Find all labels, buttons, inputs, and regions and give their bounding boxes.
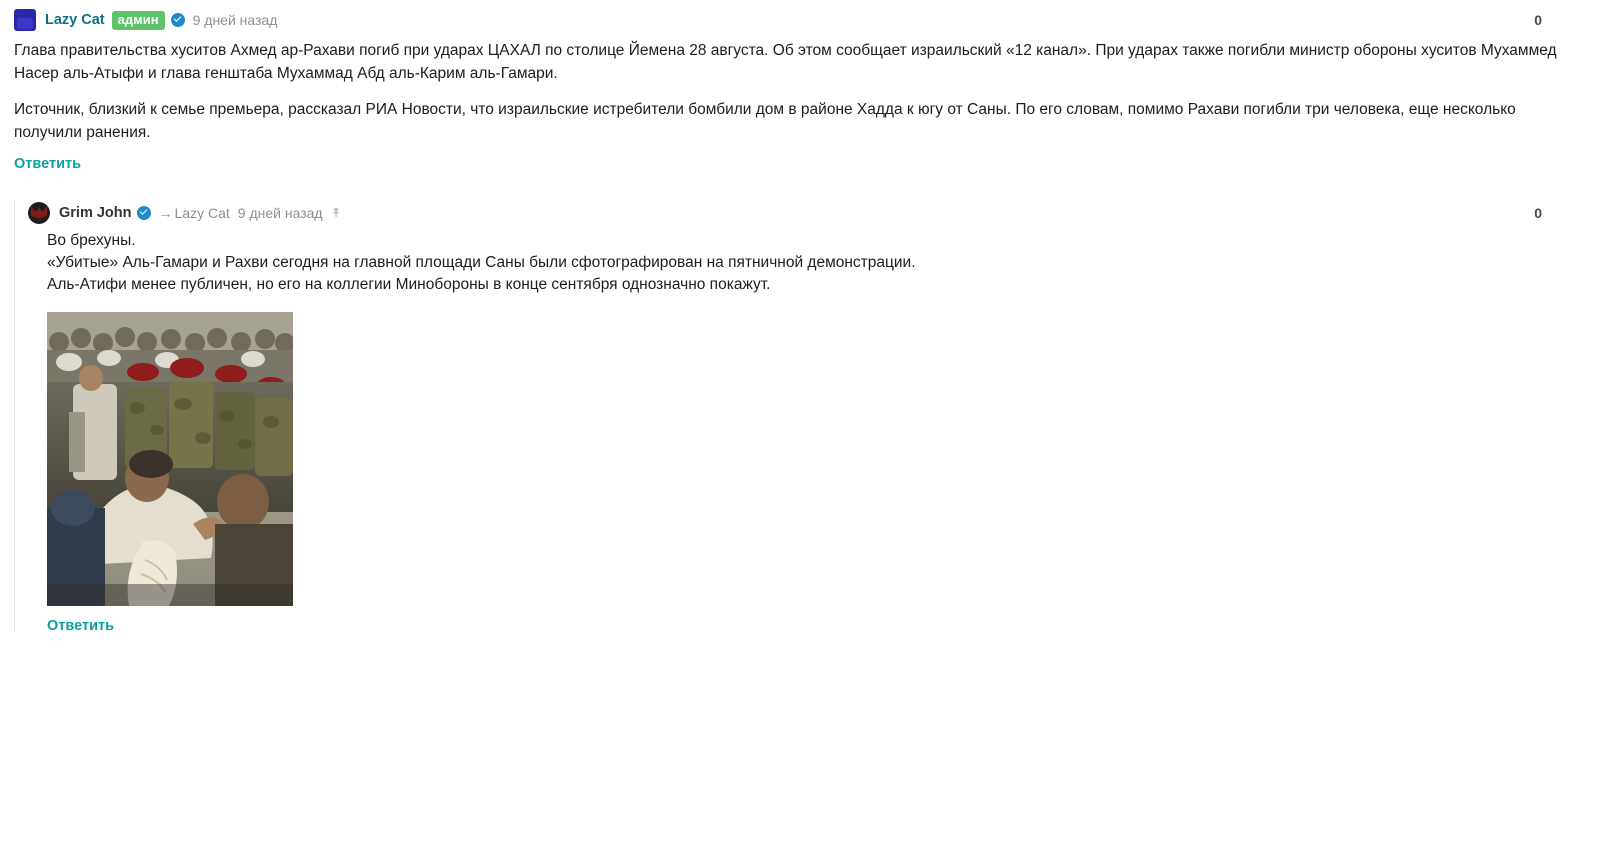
comment-timestamp[interactable]: 9 дней назад bbox=[237, 205, 323, 221]
verified-check-icon bbox=[171, 13, 185, 27]
thread-line bbox=[14, 200, 15, 632]
reply-button[interactable]: Ответить bbox=[14, 156, 82, 172]
verified-check-icon bbox=[137, 206, 151, 220]
comment-timestamp[interactable]: 9 дней назад bbox=[192, 12, 278, 28]
comment-body-root bbox=[0, 40, 1604, 144]
comment-author[interactable]: Grim John bbox=[59, 205, 132, 221]
spacer bbox=[0, 634, 1604, 694]
comment-header-child bbox=[28, 196, 1604, 230]
arrow-right-icon: → bbox=[158, 205, 173, 221]
reply-target[interactable] bbox=[159, 205, 230, 221]
crowd-photo[interactable] bbox=[47, 312, 293, 606]
comment-score: 0 bbox=[1534, 205, 1542, 221]
comment-body-child bbox=[28, 230, 1604, 296]
pin-icon[interactable]: ↟ bbox=[330, 205, 342, 220]
comment-child bbox=[0, 196, 1604, 634]
grimjohn-avatar[interactable] bbox=[28, 202, 50, 224]
reply-target-label[interactable]: Lazy Cat bbox=[174, 205, 230, 221]
comment-line: «Убитые» Аль-Гамари и Рахви сегодня на главной площади Саны были сфотографирован на пятничной демонстрации. bbox=[47, 254, 916, 271]
comment-paragraph: Глава правительства хуситов Ахмед ар-Рахави погиб при ударах ЦАХАЛ по столице Йемена 28 августа. Об этом сообщает израильский «12 канал». При ударах также погибли министр обороны хуситов Мухаммед Насер аль-Атыфи и глава генштаба Мухаммад Абд аль-Карим аль-Гамари. bbox=[14, 42, 1557, 82]
lazycat-avatar[interactable] bbox=[14, 9, 36, 31]
comment-line: Во брехуны. bbox=[47, 232, 136, 249]
comment-line: Аль-Атифи менее публичен, но его на коллегии Минобороны в конце сентября однозначно покажут. bbox=[47, 276, 771, 293]
comment-score: 0 bbox=[1534, 12, 1542, 28]
comment-header-root bbox=[0, 0, 1604, 40]
comment-paragraph: Источник, близкий к семье премьера, рассказал РИА Новости, что израильские истребители бомбили дом в районе Хадда к югу от Саны. По его словам, помимо Рахави погибли три человека, еще несколько получили ранения. bbox=[14, 101, 1516, 141]
comment-author[interactable]: Lazy Cat bbox=[45, 12, 105, 28]
status-badge-admin: админ bbox=[112, 11, 165, 30]
reply-button[interactable]: Ответить bbox=[47, 618, 115, 634]
